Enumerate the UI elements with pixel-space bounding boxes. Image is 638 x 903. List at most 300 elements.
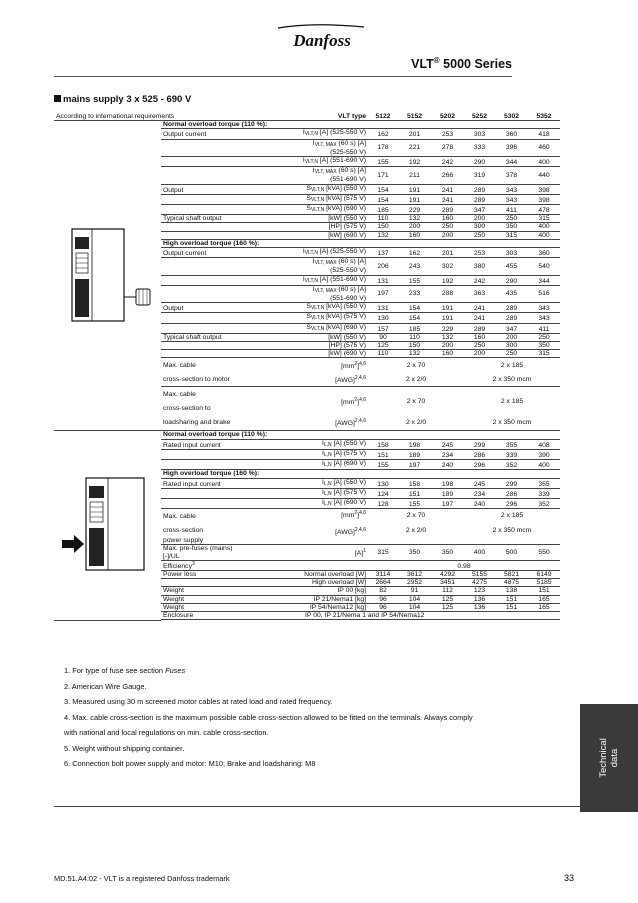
row-symbol: $I_{VLT,N}$ [A] (525-550 V) [253, 129, 368, 139]
cell [464, 509, 560, 538]
cell: 460 [528, 139, 560, 156]
cell: 411 [495, 205, 528, 215]
cell: 303 [495, 248, 528, 258]
row-symbol: $S_{VLT,N}$ [kVA] (690 V) [253, 323, 368, 333]
cell: 233 [398, 285, 431, 302]
blank-label [161, 342, 253, 350]
high-overload-input-heading: High overload torque (160 %): [161, 470, 560, 478]
cell: 191 [398, 194, 431, 204]
cell: 185 [398, 323, 431, 333]
cell: 478 [528, 205, 560, 215]
row-symbol: $[mm^2]^{4,6}$ [341, 396, 367, 406]
cell: 160 [431, 215, 464, 223]
cell: 350 [495, 223, 528, 231]
cell: 200 [398, 223, 431, 231]
row-symbol: IP 00 [kg] [253, 587, 368, 595]
cell: 288 [431, 285, 464, 302]
cell: 132 [398, 350, 431, 358]
cell: 158 [398, 478, 431, 488]
cell: 550 [528, 545, 560, 560]
cell: 400 [528, 231, 560, 239]
footer-rule [54, 806, 584, 807]
row-symbol: High overload [W] [253, 579, 368, 587]
cell: 189 [431, 488, 464, 498]
cell-b: 2 x 350 mcm [492, 526, 532, 534]
output-current-label: Output current [161, 248, 253, 258]
cell: 347 [464, 205, 495, 215]
cell: 500 [495, 545, 528, 560]
type-5352: 5352 [528, 113, 560, 121]
type-label: VLT type [253, 113, 368, 121]
footnote-1-link: Fuses [165, 666, 186, 675]
cell: 3612 [398, 570, 431, 578]
blank-label [161, 139, 253, 156]
weight-label: Weight [161, 595, 253, 603]
cell: 408 [528, 439, 560, 449]
prefuse-label-b: [-]/UL [163, 552, 180, 560]
cell: 343 [495, 184, 528, 194]
cell: 151 [495, 603, 528, 611]
cell: 201 [431, 248, 464, 258]
cell: 136 [464, 595, 495, 603]
cell: 200 [495, 333, 528, 341]
output-current-label: Output current [161, 129, 253, 139]
registered-mark: ® [433, 56, 440, 65]
cell: 242 [464, 275, 495, 285]
symbol-a: $[mm^2]^{4,6}$ [341, 510, 367, 520]
section-title-text: mains supply 3 x 525 - 690 V [63, 94, 192, 105]
row-symbol: $I_{L,N}$ [A] (690 V) [253, 498, 368, 508]
cell: 165 [528, 595, 560, 603]
row-symbol: $I_{L,N}$ [A] (575 V) [253, 449, 368, 459]
cell: 151 [495, 595, 528, 603]
cell: 5821 [495, 570, 528, 578]
cell: 286 [464, 449, 495, 459]
blank-label [161, 498, 253, 508]
footer-text: MD.51.A4.02 - VLT is a registered Danfoss trademark [54, 874, 230, 883]
table-header-row [54, 113, 560, 121]
cell: 315 [528, 350, 560, 358]
cell: 155 [398, 275, 431, 285]
cell: 192 [398, 157, 431, 167]
type-5252: 5252 [464, 113, 495, 121]
cell: 241 [464, 303, 495, 313]
group-row [54, 431, 560, 439]
row-symbol: [AWG]$^{2,4,6}$ [335, 417, 367, 427]
cell: 396 [495, 139, 528, 156]
cell: 192 [431, 275, 464, 285]
cell: 250 [464, 231, 495, 239]
cell: 189 [398, 449, 431, 459]
cell: 363 [464, 285, 495, 302]
side-tab-label [598, 738, 620, 778]
cell: 162 [368, 129, 398, 139]
footnote-1-text: 1. For type of fuse see section [64, 666, 166, 675]
symbol-a: $I_{VLT, MAX}$ (60 s) [A] [312, 285, 367, 294]
output-label: Output [161, 184, 253, 194]
cell: 250 [495, 215, 528, 223]
row-symbol [253, 167, 368, 184]
side-tab-line-1: Technical [598, 738, 609, 778]
cell: 2 x 350 mcm [492, 418, 532, 426]
cell: 125 [431, 603, 464, 611]
cell: 229 [431, 323, 464, 333]
series-title [411, 56, 512, 71]
cell: 319 [464, 167, 495, 184]
row-symbol: [kW] (690 V) [253, 350, 368, 358]
cell: 165 [528, 603, 560, 611]
header-rule [54, 76, 512, 77]
cell: 390 [528, 449, 560, 459]
row-symbol [253, 509, 368, 538]
cell: 400 [528, 157, 560, 167]
cell: 253 [431, 129, 464, 139]
cell: 400 [464, 545, 495, 560]
cell: 198 [398, 439, 431, 449]
cell: 160 [398, 231, 431, 239]
cell: 380 [464, 258, 495, 275]
row-symbol: [kW] (550 V) [253, 215, 368, 223]
danfoss-logo [272, 20, 372, 54]
cell: 234 [464, 488, 495, 498]
cell: 110 [368, 215, 398, 223]
cell: 3451 [431, 579, 464, 587]
cell: 241 [431, 184, 464, 194]
cell: 400 [528, 460, 560, 470]
cell: 290 [495, 275, 528, 285]
cell: 185 [368, 205, 398, 215]
prefuse-label [161, 545, 253, 560]
row-symbol: $S_{VLT,N}$ [kVA] (690 V) [253, 205, 368, 215]
footnote-5: 5. Weight without shipping container. [64, 743, 185, 753]
cell: 221 [398, 139, 431, 156]
cell: 131 [368, 303, 398, 313]
output-label: Output [161, 303, 253, 313]
normal-overload-input-heading: Normal overload torque (110 %): [161, 431, 560, 439]
series-name: VLT [411, 57, 434, 72]
cell: 132 [398, 215, 431, 223]
cell: 154 [398, 313, 431, 323]
cell: 155 [368, 157, 398, 167]
cell-a: 2 x 185 [500, 512, 524, 520]
cell: 350 [398, 545, 431, 560]
cell: 198 [431, 478, 464, 488]
drive-input-illustration [56, 474, 156, 574]
cell: 2952 [398, 579, 431, 587]
cell: 151 [398, 488, 431, 498]
blank-label [161, 488, 253, 498]
cell: 289 [464, 184, 495, 194]
blank-label [161, 258, 253, 275]
row-symbol [253, 258, 368, 275]
power-loss-label: Power loss [161, 570, 253, 578]
cell: 302 [431, 258, 464, 275]
cell: 150 [398, 342, 431, 350]
blank-label [161, 449, 253, 459]
spacer-cell [161, 620, 560, 621]
cell: 344 [495, 157, 528, 167]
cell: 4275 [464, 579, 495, 587]
cell: 242 [431, 157, 464, 167]
cell: 440 [528, 167, 560, 184]
cell: 234 [431, 449, 464, 459]
cell: 286 [495, 488, 528, 498]
cell: 171 [368, 167, 398, 184]
cell: 132 [431, 333, 464, 341]
blank-label [161, 350, 253, 358]
blank-label [161, 223, 253, 231]
cell: 200 [431, 342, 464, 350]
cell: 155 [398, 498, 431, 508]
cell: 296 [495, 498, 528, 508]
cell: 266 [431, 167, 464, 184]
spec-table [54, 113, 560, 621]
symbol-b: (551-690 V) [330, 295, 367, 303]
cell: 151 [528, 587, 560, 595]
technical-data-tab [580, 704, 638, 812]
cell: 197 [431, 498, 464, 508]
cell: 540 [528, 258, 560, 275]
cell: 253 [464, 248, 495, 258]
cell: 360 [528, 248, 560, 258]
footnote-6: 6. Connection bolt power supply and motor: M10; Brake and loadsharing: M8 [64, 759, 316, 768]
symbol-a: $I_{VLT, MAX}$ (60 s) [A] [312, 139, 367, 148]
footnote-4: 4. Max. cable cross-section is the maximum possible cable cross-section allowed to be fitted on the terminals. Always comply [64, 712, 473, 722]
row-symbol: IP 21/Nema1 [kg] [253, 595, 368, 603]
footnote-1 [64, 663, 473, 679]
cable-max-label: Max. cable [163, 390, 196, 398]
symbol-b: (551-690 V) [330, 176, 367, 184]
cell: 400 [528, 223, 560, 231]
cell: 250 [528, 333, 560, 341]
cell: 378 [495, 167, 528, 184]
cell: 343 [495, 194, 528, 204]
cell: 289 [431, 205, 464, 215]
row-symbol: [AWG]$^{2,4,6}$ [253, 372, 368, 387]
cell: 315 [368, 545, 398, 560]
blank-label [161, 167, 253, 184]
cell: 296 [464, 460, 495, 470]
cell: 339 [528, 488, 560, 498]
cell: 289 [464, 194, 495, 204]
blank-symbol [253, 537, 368, 545]
group-row [54, 121, 560, 129]
cable-max-label: Max. cable [163, 512, 196, 520]
cell: 2 x 185 [500, 397, 524, 405]
cell: 123 [464, 587, 495, 595]
blank-label [161, 285, 253, 302]
cell: 2 x 70 [406, 397, 426, 405]
cable-loadsharing-label: loadsharing and brake [163, 418, 231, 426]
cell: 110 [368, 350, 398, 358]
symbol-a: $I_{VLT, MAX}$ (60 s) [A] [312, 258, 367, 267]
prefuse-label-a: Max. pre-fuses (mains) [163, 545, 233, 553]
blank-cell [368, 537, 560, 545]
blank-label [161, 205, 253, 215]
cell: 411 [528, 323, 560, 333]
blank-label [161, 323, 253, 333]
cell: 5185 [528, 579, 560, 587]
row-symbol: $I_{VLT,N}$ [A] (551-690 V) [253, 275, 368, 285]
cell: 154 [398, 303, 431, 313]
page-number: 33 [563, 873, 574, 883]
cell: 104 [398, 595, 431, 603]
cell: 96 [368, 595, 398, 603]
cell: 112 [431, 587, 464, 595]
cell: 250 [464, 342, 495, 350]
cell: 197 [398, 460, 431, 470]
cell: 299 [464, 439, 495, 449]
blank-symbol [253, 560, 368, 570]
context-label: According to international requirements [54, 113, 253, 121]
cell: 333 [464, 139, 495, 156]
blank-label [161, 313, 253, 323]
cell: 3114 [368, 570, 398, 578]
cell: 200 [431, 231, 464, 239]
blank-label [161, 194, 253, 204]
cell: 178 [368, 139, 398, 156]
footnote-2: 2. American Wire Gauge. [64, 681, 147, 691]
row-symbol: $S_{VLT,N}$ [kVA] (575 V) [253, 313, 368, 323]
rated-input-label: Rated input current [161, 439, 253, 449]
cell: 131 [368, 275, 398, 285]
shaft-output-label: Typical shaft output [161, 215, 253, 223]
cell: 241 [464, 313, 495, 323]
cell: 125 [368, 342, 398, 350]
section-title [54, 94, 191, 105]
cell: 136 [464, 603, 495, 611]
cell: 201 [398, 129, 431, 139]
cell: 315 [528, 215, 560, 223]
symbol-b: [AWG]$^{2,4,6}$ [335, 526, 367, 536]
cell: 200 [464, 215, 495, 223]
row-symbol [253, 285, 368, 302]
type-5302: 5302 [495, 113, 528, 121]
cell: 104 [398, 603, 431, 611]
shaft-output-label: Typical shaft output [161, 333, 253, 341]
series-suffix: 5000 Series [439, 57, 512, 72]
cell: 516 [528, 285, 560, 302]
cell: 125 [431, 595, 464, 603]
cell [368, 509, 464, 538]
input-image-cell [54, 431, 161, 620]
cell: 6149 [528, 570, 560, 578]
footnotes [64, 663, 473, 772]
cell: 2 x 70 [406, 361, 426, 369]
cell: 110 [398, 333, 431, 341]
row-symbol: $I_{VLT,N}$ [A] (525-550 V) [253, 248, 368, 258]
row-symbol: IP 54/Nema12 [kg] [253, 603, 368, 611]
row-symbol: $I_{L,N}$ [A] (575 V) [253, 488, 368, 498]
cell: 124 [368, 488, 398, 498]
weight-label: Weight [161, 603, 253, 611]
cell: 91 [398, 587, 431, 595]
cell: 350 [431, 545, 464, 560]
cell: 355 [495, 439, 528, 449]
cell: 352 [528, 498, 560, 508]
cell: 162 [398, 248, 431, 258]
cell: 299 [495, 478, 528, 488]
cell: 197 [368, 285, 398, 302]
row-symbol: [HP] (575 V) [253, 223, 368, 231]
cell: 157 [368, 323, 398, 333]
row-symbol: $[A]^1$ [253, 545, 368, 560]
cell: 5155 [464, 570, 495, 578]
cell: 2 x 185 [500, 361, 524, 369]
cable-to-label: cross-section to [163, 404, 211, 412]
weight-label: Weight [161, 587, 253, 595]
cell: 339 [495, 449, 528, 459]
row-symbol: $I_{L,N}$ [A] (690 V) [253, 460, 368, 470]
cell: 344 [528, 275, 560, 285]
cell: 240 [431, 460, 464, 470]
cable-power-label: power supply [161, 537, 253, 545]
cell: 2 x 2/0 [405, 418, 427, 426]
row-symbol: Normal overload [W] [253, 570, 368, 578]
output-image-cell [54, 121, 161, 431]
cell: 130 [368, 313, 398, 323]
normal-overload-output-heading: Normal overload torque (110 %): [161, 121, 560, 129]
cell: 250 [495, 350, 528, 358]
cell: 343 [528, 313, 560, 323]
row-symbol: $[mm^2]^{4,6}$ [341, 360, 367, 370]
efficiency-label: Efficiency$^3$ [161, 560, 253, 570]
cell: 300 [495, 342, 528, 350]
cell: 206 [368, 258, 398, 275]
cell: 360 [495, 129, 528, 139]
cell: 241 [431, 194, 464, 204]
cell: 418 [528, 129, 560, 139]
cell: 455 [495, 258, 528, 275]
cell: 300 [464, 223, 495, 231]
symbol-b: (525-550 V) [330, 148, 367, 156]
cell: 211 [398, 167, 431, 184]
cell: 155 [368, 460, 398, 470]
cell: 90 [368, 333, 398, 341]
cell: 289 [495, 313, 528, 323]
type-5152: 5152 [398, 113, 431, 121]
high-overload-output-heading: High overload torque (160 %): [161, 239, 560, 247]
row-symbol: $I_{VLT,N}$ [A] (551-690 V) [253, 157, 368, 167]
cable-cs-label: cross-section [163, 526, 204, 534]
cable-max-label: Max. cable [163, 361, 196, 369]
cell: 303 [464, 129, 495, 139]
cell: 243 [398, 258, 431, 275]
cell: 350 [528, 342, 560, 350]
rated-input-label: Rated input current [161, 478, 253, 488]
cell: 289 [495, 303, 528, 313]
row-symbol: $S_{VLT,N}$ [kVA] (550 V) [253, 303, 368, 313]
enclosure-value: IP 00, IP 21/Nema 1 and IP 54/Nema12 [253, 611, 560, 619]
cell: 352 [495, 460, 528, 470]
cell: 150 [368, 223, 398, 231]
row-symbol: $S_{VLT,N}$ [kVA] (575 V) [253, 194, 368, 204]
cell: 398 [528, 184, 560, 194]
row-symbol: [HP] (575 V) [253, 342, 368, 350]
cell: 2664 [368, 579, 398, 587]
cell: 160 [464, 333, 495, 341]
cell: 138 [495, 587, 528, 595]
row-symbol: $I_{L,N}$ [A] (550 V) [253, 478, 368, 488]
cell: 158 [368, 439, 398, 449]
row-symbol: $I_{L,N}$ [A] (550 V) [253, 439, 368, 449]
cell: 151 [368, 449, 398, 459]
drive-motor-illustration [56, 225, 156, 325]
cell: 2 x 2/0 [368, 372, 464, 387]
cell: 229 [398, 205, 431, 215]
blank-label [161, 579, 253, 587]
row-symbol: [kW] (550 V) [253, 333, 368, 341]
